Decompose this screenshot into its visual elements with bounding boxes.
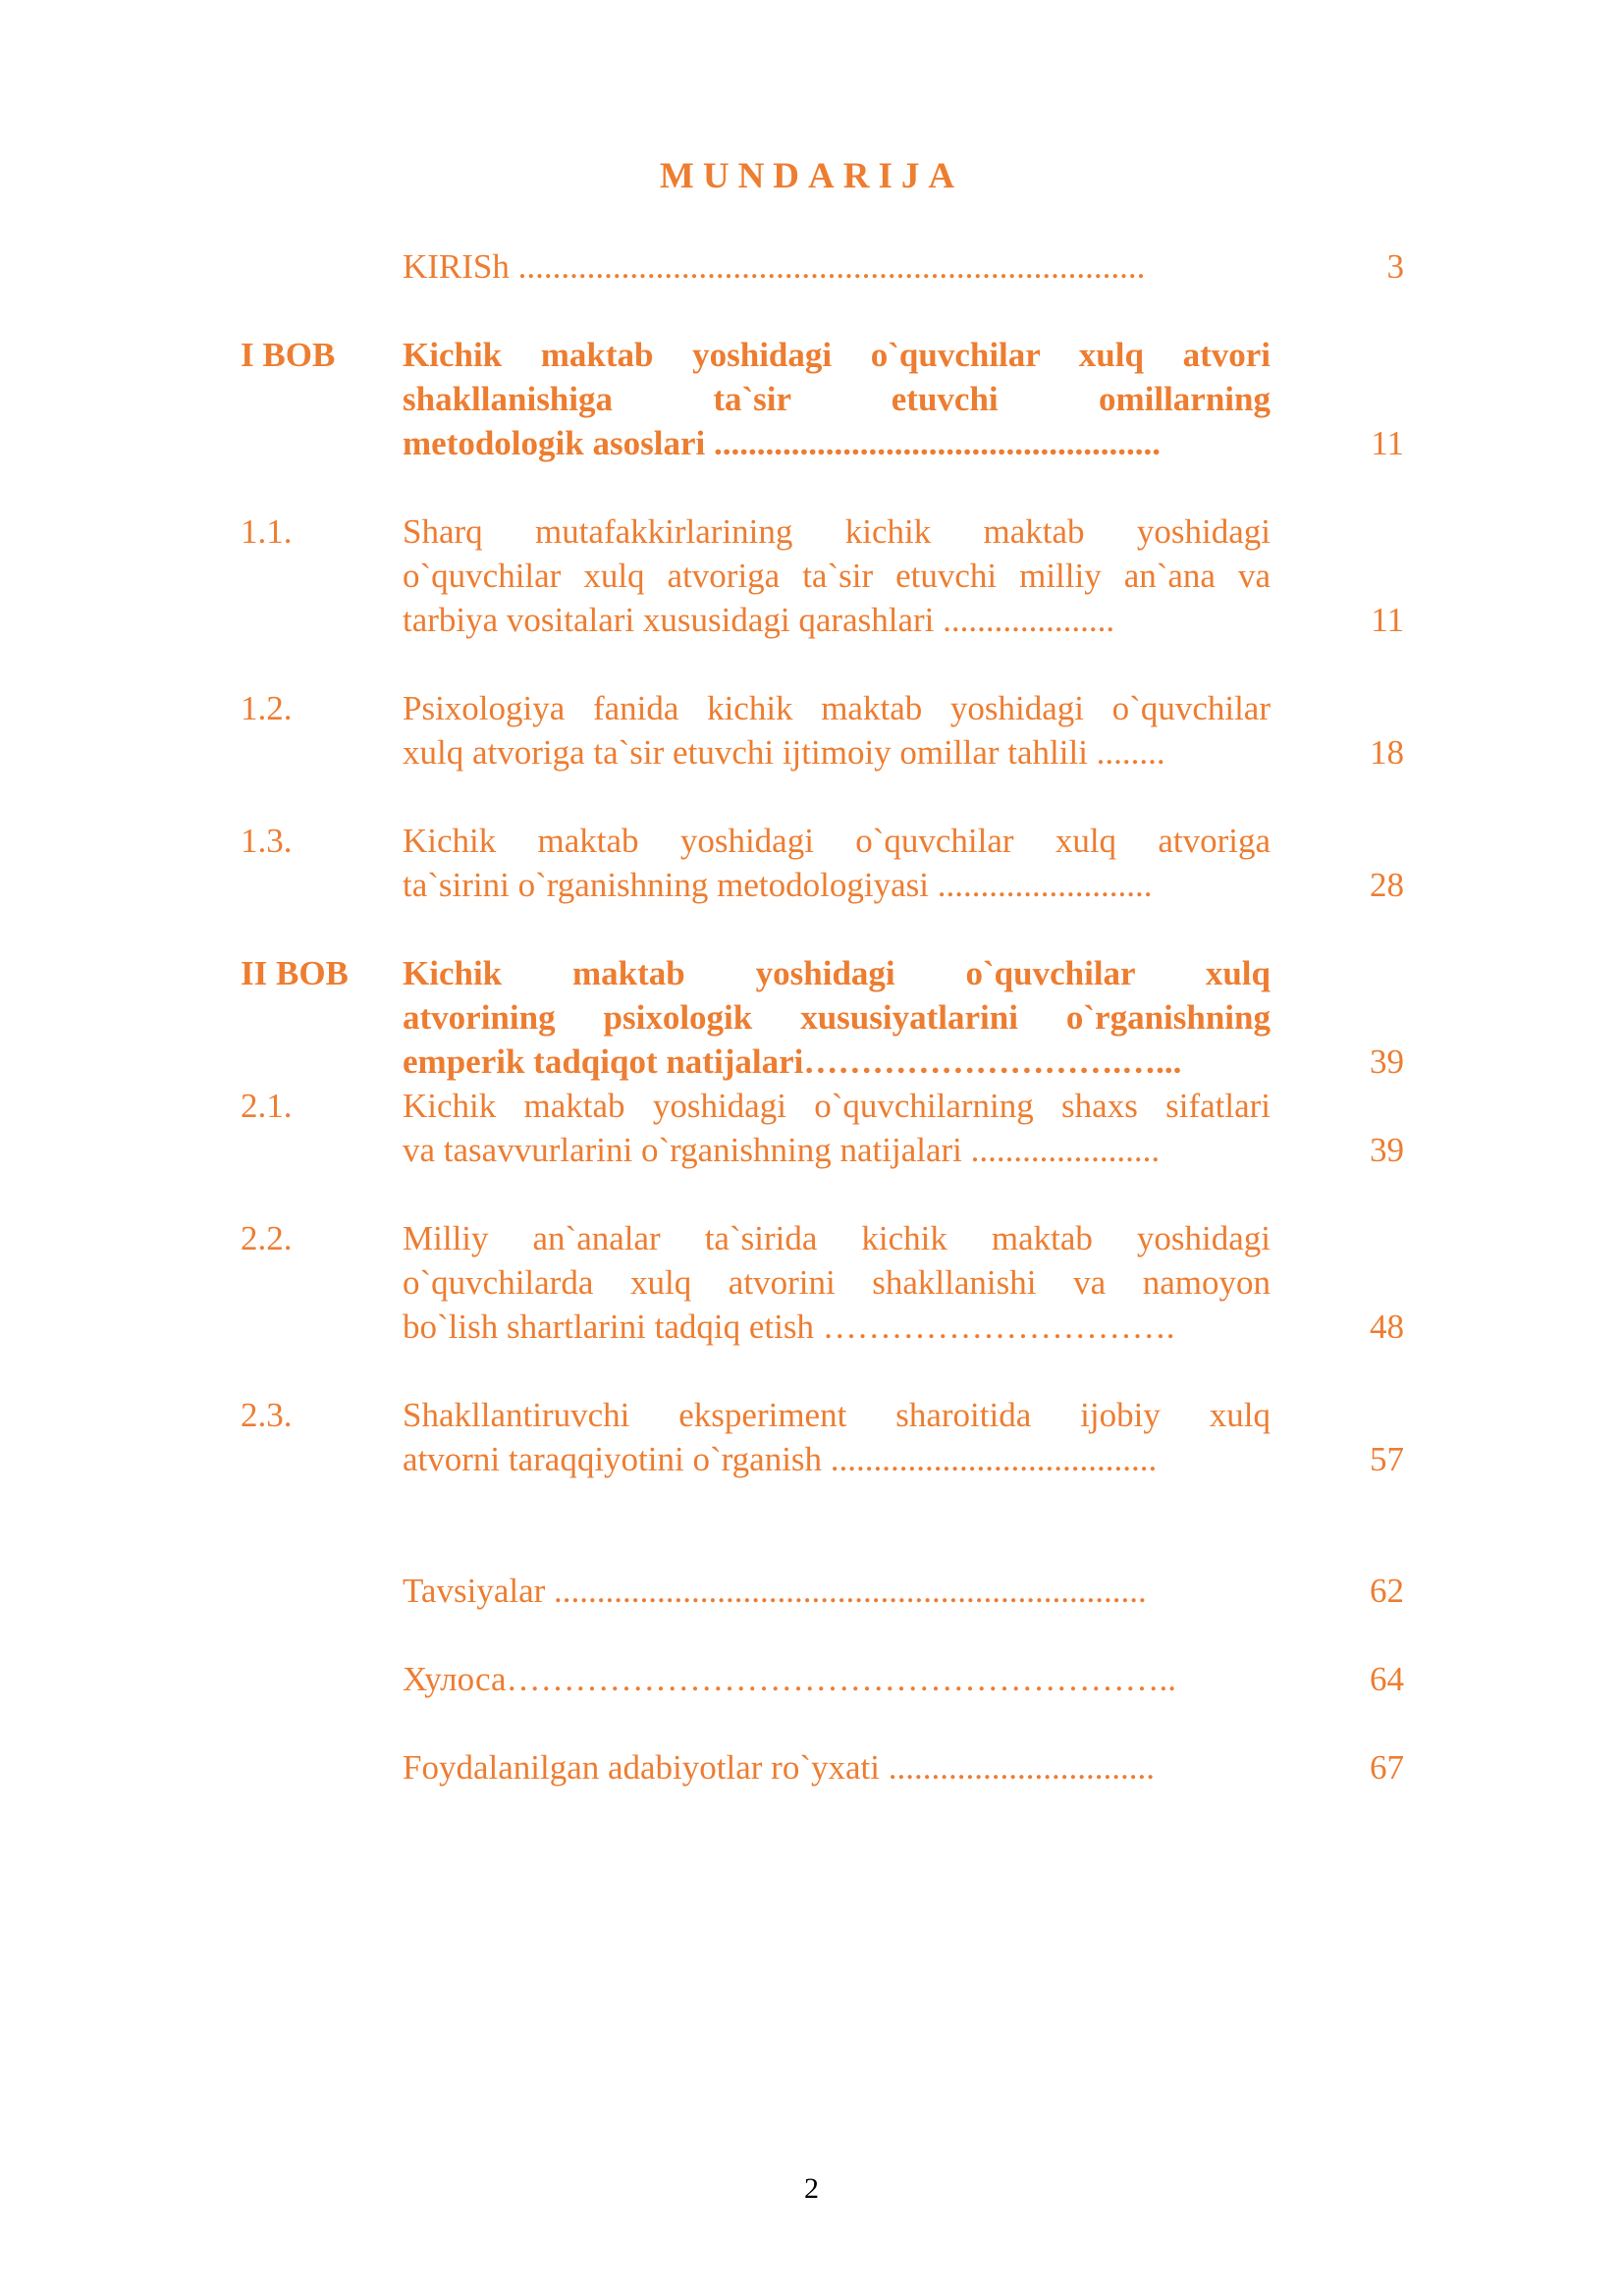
toc-entry-number: 1.1.	[241, 512, 293, 551]
toc-entry-line: bo`lish shartlarini tadqiq etish ………………………….	[403, 1308, 1175, 1346]
toc-entry-line: xulq atvoriga ta`sir etuvchi ijtimoiy omillar tahlili ........	[403, 733, 1165, 772]
toc-entry-text	[403, 951, 1271, 1084]
toc-entry-line: o`quvchilar xulq atvoriga ta`sir etuvchi milliy an`ana va	[403, 557, 1271, 595]
toc-entry-page: 39	[1370, 1131, 1404, 1169]
toc-entry-page: 48	[1370, 1308, 1404, 1346]
toc-entry-number: 1.3.	[241, 822, 293, 860]
toc-entry-text	[403, 1216, 1271, 1349]
toc-entry-number: 2.1.	[241, 1087, 293, 1125]
toc-entry-line: Kichik maktab yoshidagi o`quvchilar xulq atvoriga	[403, 822, 1271, 860]
toc-entry-line: Shakllantiruvchi eksperiment sharoitida ijobiy xulq	[403, 1396, 1271, 1434]
toc-entry-line: Kichik maktab yoshidagi o`quvchilar xulq	[403, 954, 1271, 992]
toc-entry-number: I BOB	[241, 336, 336, 374]
toc-entry-line: metodologik asoslari ....................................................	[403, 424, 1161, 462]
toc-title: MUNDARIJA	[659, 156, 964, 196]
toc-entry-text	[403, 333, 1271, 465]
toc-entry-page: 57	[1370, 1440, 1404, 1478]
toc-entry-page: 3	[1386, 247, 1404, 286]
toc-entry-line: o`quvchilarda xulq atvorini shakllanishi va namoyon	[403, 1263, 1271, 1302]
toc-entry-text	[403, 1084, 1271, 1172]
toc-entry-line: emperik tadqiqot natijalari……………………….…...	[403, 1042, 1182, 1081]
toc-entry-line: Хулоса…………………………………………………..	[403, 1660, 1176, 1698]
toc-entry-number: II BOB	[241, 954, 349, 992]
toc-entry-line: Foydalanilgan adabiyotlar ro`yxati ...............................	[403, 1748, 1155, 1787]
toc-entry-line: Tavsiyalar .....................................................................	[403, 1572, 1147, 1610]
toc-entry-number: 2.3.	[241, 1396, 293, 1434]
toc-entry-page: 11	[1371, 601, 1404, 639]
toc-entry-text	[403, 819, 1271, 907]
toc-entry-line: Kichik maktab yoshidagi o`quvchilarning shaxs sifatlari	[403, 1087, 1271, 1125]
toc-entry-text	[403, 1657, 1271, 1701]
toc-entry-page: 62	[1370, 1572, 1404, 1610]
toc-entry-text	[403, 509, 1271, 642]
toc-entry-line: atvorni taraqqiyotini o`rganish ......................................	[403, 1440, 1158, 1478]
toc-entry-page: 28	[1370, 866, 1404, 904]
toc-entry-text	[403, 1569, 1271, 1613]
toc-entry-page: 11	[1371, 424, 1404, 462]
toc-entry-line: tarbiya vositalari xususidagi qarashlari ....................	[403, 601, 1115, 639]
toc-entry-line: atvorining psixologik xususiyatlarini o`rganishning	[403, 998, 1271, 1037]
toc-entry-text	[403, 686, 1271, 774]
toc-entry-page: 67	[1370, 1748, 1404, 1787]
toc-entry-text	[403, 244, 1271, 289]
toc-entry-line: Kichik maktab yoshidagi o`quvchilar xulq atvori	[403, 336, 1271, 374]
toc-entry-line: va tasavvurlarini o`rganishning natijalari ......................	[403, 1131, 1161, 1169]
toc-entry-text	[403, 1393, 1271, 1481]
toc-entry-number: 2.2.	[241, 1219, 293, 1257]
toc-entry-line: Psixologiya fanida kichik maktab yoshidagi o`quvchilar	[403, 689, 1271, 727]
toc-entry-text	[403, 1745, 1271, 1789]
toc-entry-line: KIRISh .........................................................................	[403, 247, 1146, 286]
toc-entry-line: Milliy an`analar ta`sirida kichik maktab yoshidagi	[403, 1219, 1271, 1257]
toc-entry-number: 1.2.	[241, 689, 293, 727]
toc-entry-page: 18	[1370, 733, 1404, 772]
toc-entry-line: shakllanishiga ta`sir etuvchi omillarning	[403, 380, 1271, 418]
toc-entry-line: Sharq mutafakkirlarining kichik maktab yoshidagi	[403, 512, 1271, 551]
toc-entry-page: 39	[1370, 1042, 1404, 1081]
page-number: 2	[804, 2172, 819, 2205]
toc-entry-line: ta`sirini o`rganishning metodologiyasi .........................	[403, 866, 1153, 904]
toc-entry-page: 64	[1370, 1660, 1404, 1698]
